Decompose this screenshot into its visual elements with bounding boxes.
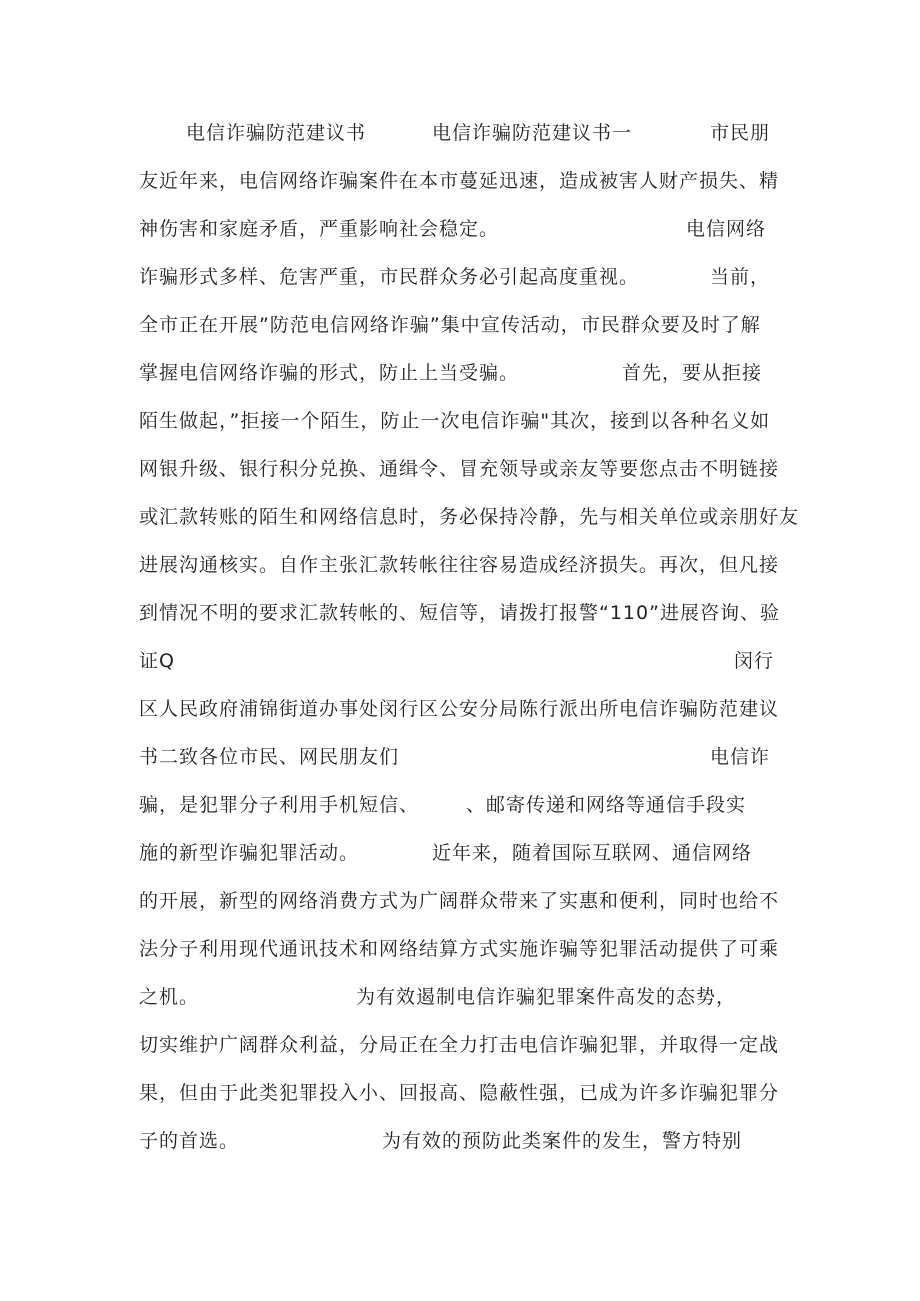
text-line: 的开展，新型的网络消费方式为广阔群众带来了实惠和便利，同时也给不 [139,890,780,912]
text-line: 市民朋 [710,122,771,144]
text-line: 骗，是犯罪分子利用手机短信、 [139,794,420,816]
text-line: 陌生做起，”拒接一个陌生，防止一次电信诈骗"其次，接到以各种名义如 [139,410,771,432]
text-line: 或汇款转账的陌生和网络信息时，务必保持冷静，先与相关单位或亲朋好友 [139,506,800,528]
text-line: 果，但由于此类犯罪投入小、回报高、隐蔽性强，已成为许多诈骗犯罪分 [139,1082,780,1104]
text-line: 证Q [139,650,175,672]
text-line: 电信诈骗防范建议书一 [432,122,633,144]
text-line: 施的新型诈骗犯罪活动。 [139,842,360,864]
text-line: 子的首选。 [139,1130,240,1152]
text-line: 为有效遏制电信诈骗犯罪案件高发的态势， [356,986,737,1008]
text-line: 到情况不明的要求汇款转帐的、短信等，请拨打报警“110”进展咨询、验 [139,602,780,624]
text-line: 闵行 [734,650,775,672]
text-line: 法分子利用现代通讯技术和网络结算方式实施诈骗等犯罪活动提供了可乘 [139,938,780,960]
text-line: 掌握电信网络诈骗的形式，防止上当受骗。 [139,362,520,384]
text-line: 为有效的预防此类案件的发生，警方特别 [382,1130,743,1152]
text-line: 进展沟通核实。自作主张汇款转帐往往容易造成经济损失。再次，但凡接 [139,554,780,576]
text-line: 之机。 [139,986,200,1008]
text-line: 近年来，随着国际互联网、通信网络 [432,842,753,864]
text-line: 切实维护广阔群众利益，分局正在全力打击电信诈骗犯罪，并取得一定战 [139,1034,780,1056]
text-line: 、邮寄传递和网络等通信手段实 [466,794,747,816]
text-line: 书二致各位市民、网民朋友们 [139,746,400,768]
text-line: 神伤害和家庭矛盾，严重影响社会稳定。 [139,218,500,240]
text-line: 网银升级、银行积分兑换、通缉令、冒充领导或亲友等要您点击不明链接 [139,458,780,480]
text-line: 全市正在开展”防范电信网络诈骗”集中宣传活动，市民群众要及时了解 [139,314,761,336]
text-line: 电信诈骗防范建议书 [186,122,367,144]
text-line: 当前， [710,266,771,288]
text-line: 电信网络 [686,218,767,240]
text-line: 区人民政府浦锦街道办事处闵行区公安分局陈行派出所电信诈骗防范建议 [139,698,780,720]
text-line: 诈骗形式多样、危害严重，市民群众务必引起高度重视。 [139,266,640,288]
text-line: 首先，要从拒接 [622,362,763,384]
text-line: 友近年来，电信网络诈骗案件在本市蔓延迅速，造成被害人财产损失、精 [139,170,780,192]
text-line: 电信诈 [710,746,771,768]
